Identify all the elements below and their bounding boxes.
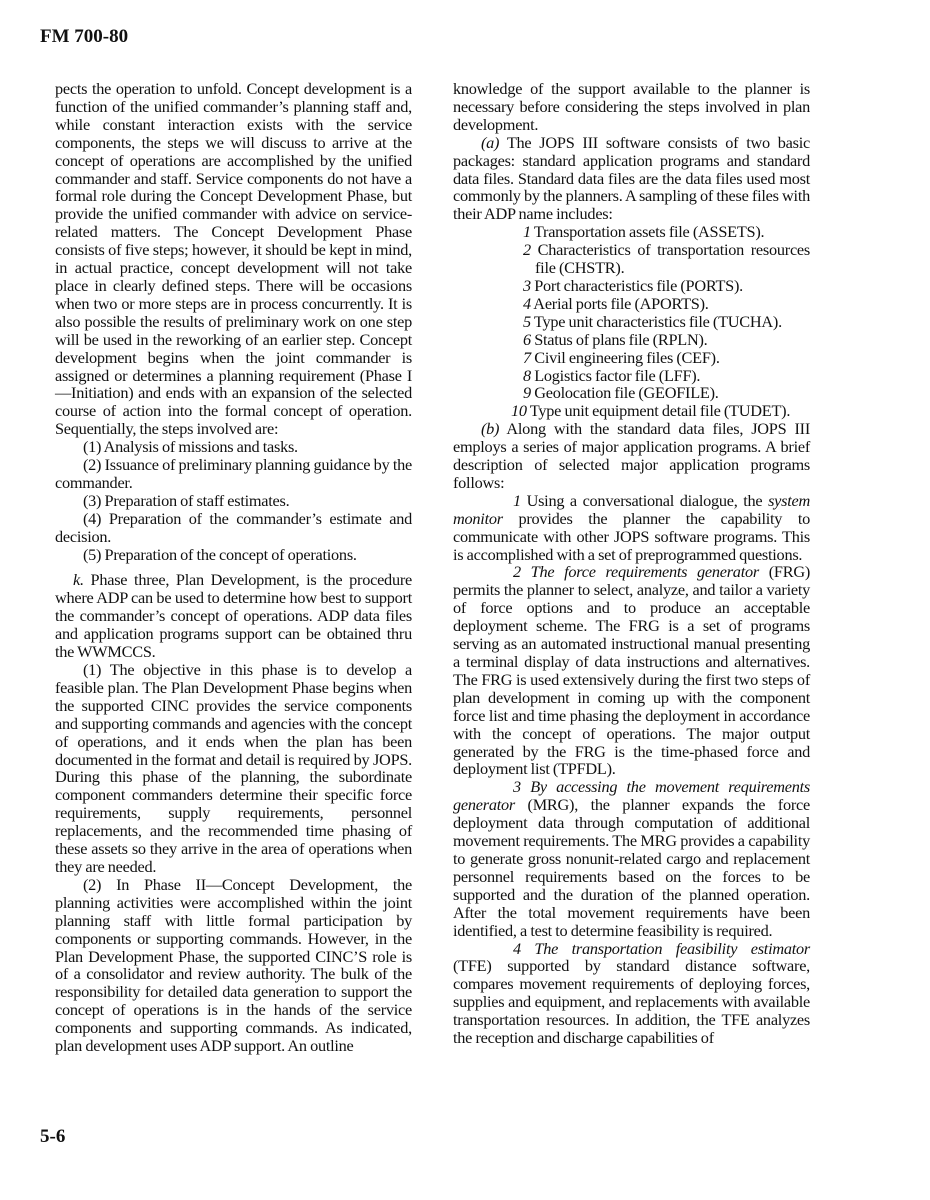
file-text: Civil engineering files (CEF). [530, 347, 720, 367]
file-text: Type unit characteristics file (TUCHA). [530, 311, 782, 331]
phase-two-paragraph: (2) In Phase II—Concept Development, the planning activities were accomplished within the joint planning staff with little formal participation by components or supporting commands. However, in the Plan Development Phase, the supported CINC’S role is of a consolidator and review authority. The bulk of the responsibility for detailed data generation to support the concept of operations is in the hands of the service components and supporting commands. As indicated, plan development uses ADP support. An outline [55, 874, 412, 1056]
continued-paragraph: knowledge of the support available to the planner is necessary before considering the steps involved in plan development. [453, 79, 810, 134]
left-column [55, 80, 412, 1055]
program-number: 3 [513, 777, 521, 797]
program-number: 1 [513, 490, 521, 510]
program-text: Using a conversational dialogue, the [520, 490, 769, 510]
software-packages-paragraph [453, 134, 810, 224]
file-item [453, 349, 810, 367]
file-number: 5 [523, 311, 531, 331]
file-text: Geolocation file (GEOFILE). [530, 383, 719, 403]
file-number: 6 [523, 329, 531, 349]
file-text: Type unit equipment detail file (TUDET). [526, 401, 791, 421]
program-text: (MRG), the planner expands the force deployment data through computation of additional movement requirements. The MRG provides a capability to generate gross nonunit-related cargo and replacement personnel requirements based on the forces to be supported and the duration of the planned operation. After the total movement requirements have been identified, a test to determine feasibility is required. [453, 795, 810, 940]
b-text: Along with the standard data files, JOPS III employs a series of major application programs. A brief description of selected major application programs follows: [453, 419, 810, 492]
a-text: The JOPS III software consists of two basic packages: standard application programs and standard data files. Standard data files are the data files used most commonly by the planners. A sampling of these files with their ADP name includes: [453, 132, 810, 224]
system-monitor-paragraph [453, 492, 810, 564]
file-number: 10 [511, 401, 527, 421]
transportation-feasibility-paragraph [453, 940, 810, 1047]
file-item [453, 384, 810, 402]
right-column [453, 80, 810, 1047]
file-number: 1 [523, 222, 531, 242]
file-text: Characteristics of transportation resources file (CHSTR). [530, 240, 810, 278]
program-number: 2 [513, 562, 521, 582]
k-label: k. [73, 570, 84, 590]
step-4: (4) Preparation of the commander’s estimate and decision. [55, 508, 412, 546]
file-number: 8 [523, 365, 531, 385]
file-item [453, 241, 810, 277]
k-text: Phase three, Plan Development, is the procedure where ADP can be used to determine how best to support the commander’s concept of operations. ADP data files and application programs support can be obtained thru the WWMCCS. [55, 570, 412, 662]
step-2: (2) Issuance of preliminary planning guidance by the commander. [55, 455, 412, 492]
program-text: (FRG) permits the planner to select, analyze, and tailor a variety of force options and to produce an acceptable deployment scheme. The FRG is a set of programs serving as an automated instructional manual presenting a terminal display of data instructions and alternatives. The FRG is used extensively during the first two steps of plan development in coming up with the component force list and time phasing the deployment in accordance with the concept of operations. The major output generated by the FRG is the time-phased force and deployment list (TPFDL). [453, 562, 810, 779]
file-number: 2 [523, 240, 531, 260]
file-item [453, 331, 810, 349]
file-item [453, 402, 810, 420]
step-3: (3) Preparation of staff estimates. [83, 490, 290, 510]
step-1: (1) Analysis of missions and tasks. [83, 437, 298, 457]
program-name: By accessing the movement requirements generator [453, 777, 810, 815]
file-text: Status of plans file (RPLN). [530, 329, 708, 349]
force-requirements-paragraph [453, 563, 810, 778]
a-label: (a) [481, 132, 500, 152]
file-number: 4 [523, 293, 531, 313]
file-text: Logistics factor file (LFF). [530, 365, 701, 385]
file-item [453, 367, 810, 385]
movement-requirements-paragraph [453, 778, 810, 939]
program-text: provides the planner the capability to communicate with other JOPS software programs. This is accomplished with a set of preprogrammed questions. [453, 508, 810, 564]
application-programs-paragraph [453, 420, 810, 492]
file-text: Port characteristics file (PORTS). [530, 275, 743, 295]
phase-three-paragraph [55, 571, 412, 661]
file-number: 3 [523, 275, 531, 295]
program-text: (TFE) supported by standard distance software, compares movement requirements of deploying forces, supplies and equipment, and replacements with available transportation resources. In addition, the TFE analyzes the reception and discharge capabilities of [453, 956, 810, 1048]
step-5: (5) Preparation of the concept of operations. [83, 544, 357, 564]
b-label: (b) [481, 419, 500, 439]
program-name: system monitor [453, 490, 810, 528]
file-item [453, 295, 810, 313]
page-number: 5-6 [40, 1126, 66, 1147]
file-item [453, 313, 810, 331]
file-number: 9 [523, 383, 531, 403]
file-number: 7 [523, 347, 531, 367]
file-item [453, 223, 810, 241]
program-name: The force requirements generator [520, 562, 759, 582]
document-id-header: FM 700-80 [40, 26, 129, 47]
concept-development-paragraph: pects the operation to unfold. Concept development is a function of the unified commander’s planning staff and, while constant interaction exists with the service components, the steps we will discuss to arrive at the concept of operations are accomplished by the unified commander and staff. Service components do not have a formal role during the Concept Development Phase, but provide the unified commander with advice on service-related matters. The Concept Development Phase consists of five steps; however, it should be kept in mind, in actual practice, concept development will not take place in clearly defined steps. There will be occasions when two or more steps are in process concurrently. It is also possible the results of preliminary work on one step will be used in the reworking of an earlier step. Concept development begins when the joint commander is assigned or determines a planning requirement (Phase I—Initiation) and ends with an expansion of the selected course of action into the formal concept of operation. Sequentially, the steps involved are: [55, 79, 412, 439]
program-number: 4 [513, 938, 521, 958]
file-item [453, 277, 810, 295]
program-name: The transportation feasibility estimator [520, 938, 810, 958]
file-text: Aerial ports file (APORTS). [530, 293, 709, 313]
objective-paragraph: (1) The objective in this phase is to develop a feasible plan. The Plan Development Phase begins when the supported CINC provides the service components and supporting commands and agencies with the concept of operations, and it ends when the plan has been documented in the format and detail is required by JOPS. During this phase of the planning, the subordinate component commanders determine their specific force requirements, supply requirements, personnel replacements, and the recommended time phasing of these assets so they arrive in the area of operations when they are needed. [55, 660, 412, 876]
file-text: Transportation assets file (ASSETS). [530, 222, 765, 242]
